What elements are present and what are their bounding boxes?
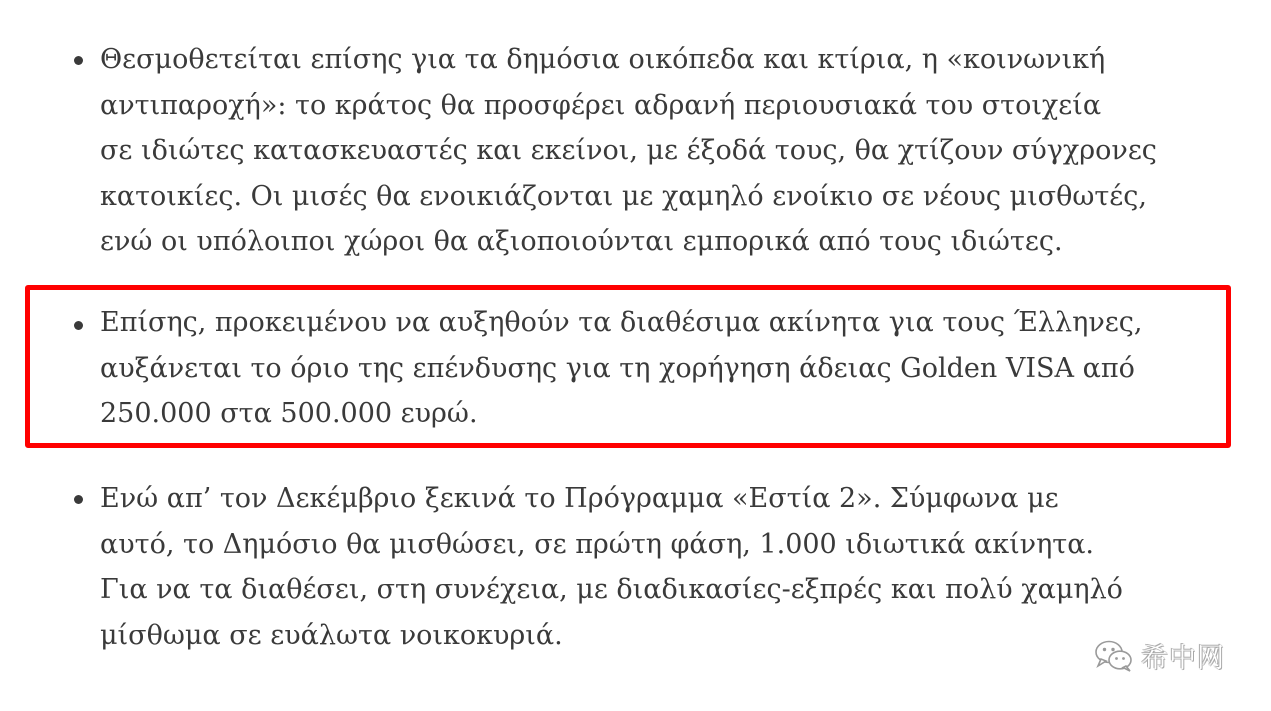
- text-line: κατοικίες. Οι μισές θα ενοικιάζονται με χαμηλό ενοίκιο σε νέους μισθωτές,: [100, 180, 1148, 212]
- text-line: αυξάνεται το όριο της επένδυσης για τη χορήγηση άδειας Golden VISA από: [100, 352, 1135, 384]
- text-line: ενώ οι υπόλοιποι χώροι θα αξιοποιούνται εμπορικά από τους ιδιώτες.: [100, 226, 1063, 257]
- watermark: [1093, 636, 1225, 675]
- text-line: 250.000 στα 500.000 ευρώ.: [100, 398, 478, 429]
- text-line: Για να τα διαθέσει, στη συνέχεια, με διαδικασίες-εξπρές και πολύ χαμηλό: [100, 574, 1123, 605]
- wechat-icon: [1093, 638, 1135, 674]
- bullet-icon: [74, 495, 83, 504]
- watermark-text: 希中网: [1141, 643, 1225, 674]
- text-line: Ενώ απ’ τον Δεκέμβριο ξεκινά το Πρόγραμμα «Εστία 2». Σύμφωνα με: [100, 483, 1059, 514]
- text-line: σε ιδιώτες κατασκευαστές και εκείνοι, με έξοδά τους, θα χτίζουν σύγχρονες: [100, 135, 1157, 166]
- highlight-box: [25, 285, 1231, 448]
- bullet-icon: [74, 56, 83, 65]
- text-line: αυτό, το Δημόσιο θα μισθώσει, σε πρώτη φάση, 1.000 ιδιωτικά ακίνητα.: [100, 528, 1095, 560]
- list-item-text: [100, 476, 1210, 658]
- text-line: Θεσμοθετείται επίσης για τα δημόσια οικόπεδα και κτίρια, η «κοινωνική: [100, 44, 1106, 75]
- text-line: αντιπαροχή»: το κράτος θα προσφέρει αδρανή περιουσιακά του στοιχεία: [100, 89, 1102, 121]
- list-item-text: [100, 37, 1210, 265]
- text-line: Επίσης, προκειμένου να αυξηθούν τα διαθέσιμα ακίνητα για τους Έλληνες,: [100, 307, 1143, 338]
- text-line: μίσθωμα σε ευάλωτα νοικοκυριά.: [100, 619, 563, 651]
